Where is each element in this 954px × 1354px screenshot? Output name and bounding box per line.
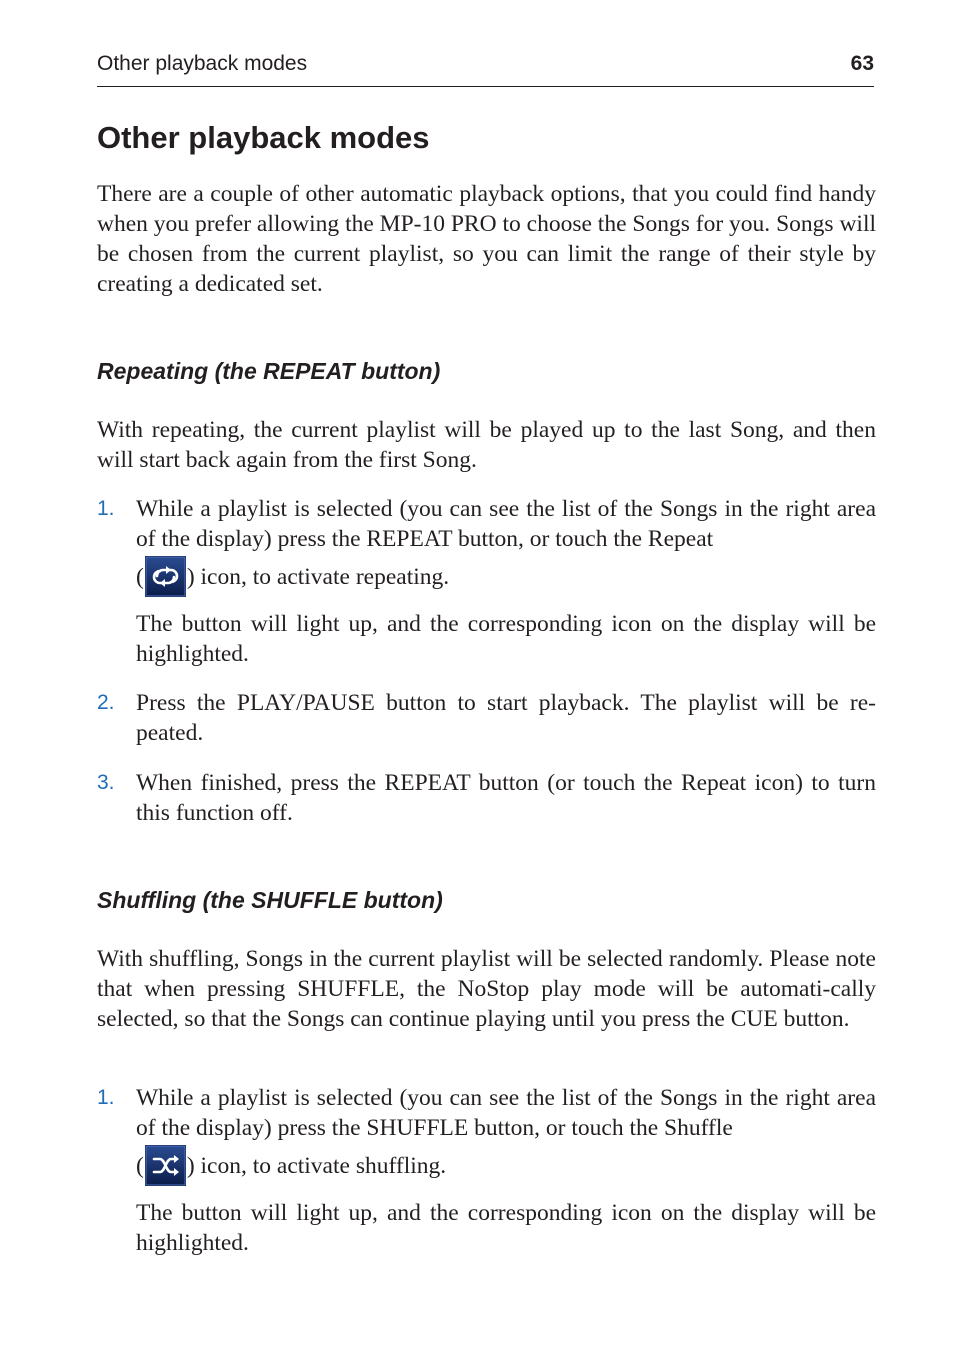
repeat-heading: Repeating (the REPEAT button)	[97, 358, 441, 384]
icon-line	[136, 1147, 876, 1183]
repeat-icon	[145, 556, 186, 597]
step-number: 3.	[97, 771, 115, 794]
repeat-description: With repeating, the current playlist will be played up to the last Song, and then will start back again from the first Song.	[97, 417, 876, 473]
step-text-main: While a playlist is selected (you can see the list of the Songs in the right area of the display) press the SHUFFLE button, or touch the Shuffle	[136, 1085, 876, 1141]
step-number: 2.	[97, 691, 115, 714]
step-text	[136, 1083, 876, 1183]
step-text: When finished, press the REPEAT button (or touch the Repeat icon) to turn this function off.	[136, 770, 876, 826]
icon-line	[136, 558, 876, 594]
step-number: 1.	[97, 497, 115, 520]
intro-paragraph: There are a couple of other automatic playback options, that you could find handy when you prefer allowing the MP-10 PRO to choose the Songs for you. Songs will be chosen from the current playlist, so you can limit the range of their style by creating a dedicated set.	[97, 181, 876, 297]
repeat-note: The button will light up, and the corresponding icon on the display will be highlighted.	[136, 611, 876, 667]
shuffle-description: With shuffling, Songs in the current playlist will be selected randomly. Please note that when pressing SHUFFLE, the NoStop play mode will be automati-cally selected, so that the Songs can continue playing until you press the CUE button.	[97, 946, 876, 1032]
running-header-title: Other playback modes	[97, 52, 308, 75]
shuffle-heading: Shuffling (the SHUFFLE button)	[97, 887, 443, 913]
shuffle-icon	[145, 1145, 186, 1186]
paren-open: (	[136, 1152, 144, 1179]
step-text-main: While a playlist is selected (you can see the list of the Songs in the right area of the display) press the REPEAT button, or touch the Repeat	[136, 496, 876, 552]
page-number: 63	[850, 52, 874, 75]
step-text	[136, 494, 876, 594]
shuffle-note: The button will light up, and the corresponding icon on the display will be highlighted.	[136, 1200, 876, 1256]
step-text: Press the PLAY/PAUSE button to start playback. The playlist will be re-peated.	[136, 690, 876, 746]
step-text-after: ) icon, to activate shuffling.	[186, 1152, 447, 1179]
step-number: 1.	[97, 1086, 115, 1109]
step-text-after: ) icon, to activate repeating.	[186, 563, 450, 590]
page-title: Other playback modes	[97, 120, 430, 155]
page-header	[97, 52, 874, 87]
paren-open: (	[136, 563, 144, 590]
